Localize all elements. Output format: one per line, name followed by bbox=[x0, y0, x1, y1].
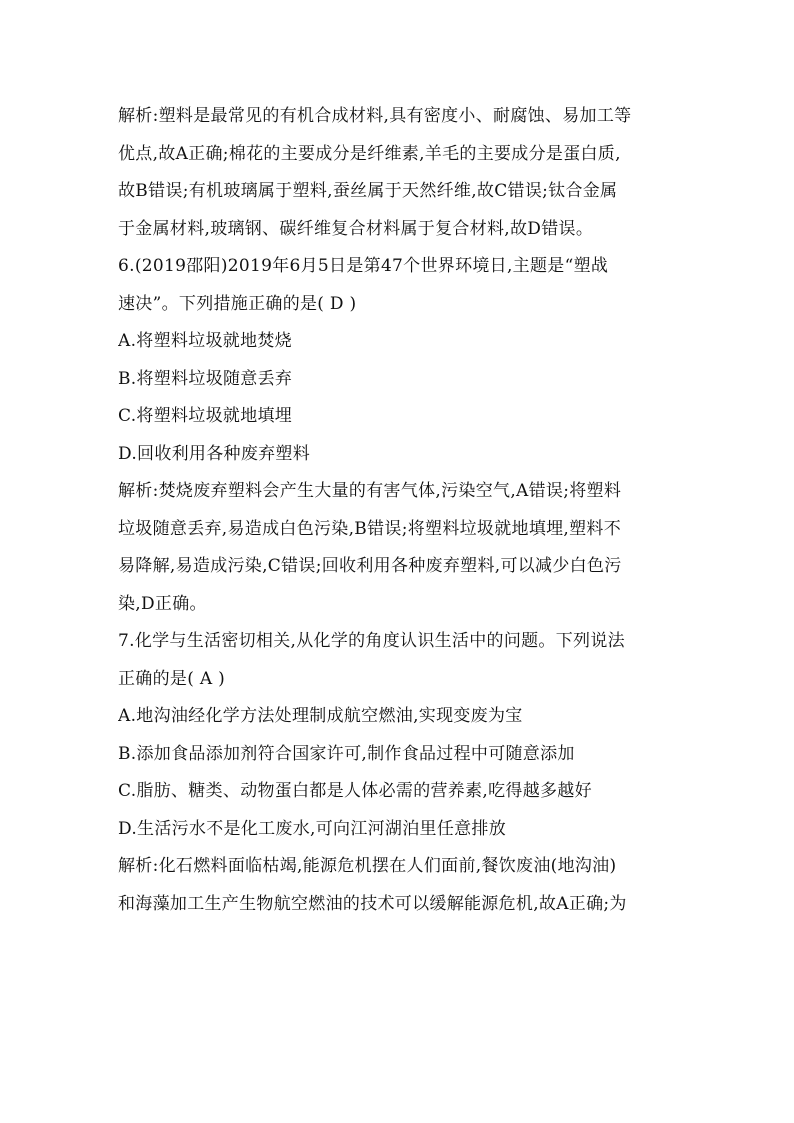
analysis-q5-line-2: 优点,故A正确;棉花的主要成分是纤维素,羊毛的主要成分是蛋白质, bbox=[118, 143, 621, 164]
analysis-q5-line-4: 于金属材料,玻璃钢、碳纤维复合材料属于复合材料,故D错误。 bbox=[118, 218, 594, 239]
analysis-q7-line-1: 解析:化石燃料面临枯竭,能源危机摆在人们面前,餐饮废油(地沟油) bbox=[118, 856, 617, 876]
question-6-stem-line-2: 速决”。下列措施正确的是( D ) bbox=[118, 293, 357, 314]
question-6-option-a: A.将塑料垃圾就地焚烧 bbox=[118, 331, 292, 351]
question-7-option-d: D.生活污水不是化工废水,可向江河湖泊里任意排放 bbox=[118, 818, 507, 839]
question-6-stem-line-1: 6.(2019邵阳)2019年6月5日是第47个世界环境日,主题是“塑战 bbox=[118, 256, 609, 276]
question-7-option-a: A.地沟油经化学方法处理制成航空燃油,实现变废为宝 bbox=[118, 706, 523, 726]
analysis-q5-line-1: 解析:塑料是最常见的有机合成材料,具有密度小、耐腐蚀、易加工等 bbox=[118, 106, 632, 126]
question-7-option-c: C.脂肪、糖类、动物蛋白都是人体必需的营养素,吃得越多越好 bbox=[118, 781, 592, 801]
question-6-option-c: C.将塑料垃圾就地填埋 bbox=[118, 406, 293, 426]
analysis-q6-line-4: 染,D正确。 bbox=[118, 593, 207, 614]
question-6-option-d: D.回收利用各种废弃塑料 bbox=[118, 443, 311, 464]
analysis-q7-line-2: 和海藻加工生产生物航空燃油的技术可以缓解能源危机,故A正确;为 bbox=[118, 893, 627, 914]
document-page bbox=[118, 98, 678, 923]
question-7-stem-line-2: 正确的是( A ) bbox=[118, 668, 226, 689]
question-7-option-b: B.添加食品添加剂符合国家许可,制作食品过程中可随意添加 bbox=[118, 743, 575, 764]
analysis-q6-line-3: 易降解,易造成污染,C错误;回收利用各种废弃塑料,可以减少白色污 bbox=[118, 556, 622, 576]
question-6-option-b: B.将塑料垃圾随意丢弃 bbox=[118, 368, 293, 389]
question-7-stem-line-1: 7.化学与生活密切相关,从化学的角度认识生活中的问题。下列说法 bbox=[118, 631, 625, 651]
analysis-q5-line-3: 故B错误;有机玻璃属于塑料,蚕丝属于天然纤维,故C错误;钛合金属 bbox=[118, 181, 618, 201]
analysis-q6-line-2: 垃圾随意丢弃,易造成白色污染,B错误;将塑料垃圾就地填埋,塑料不 bbox=[118, 518, 622, 539]
analysis-q6-line-1: 解析:焚烧废弃塑料会产生大量的有害气体,污染空气,A错误;将塑料 bbox=[118, 481, 622, 501]
